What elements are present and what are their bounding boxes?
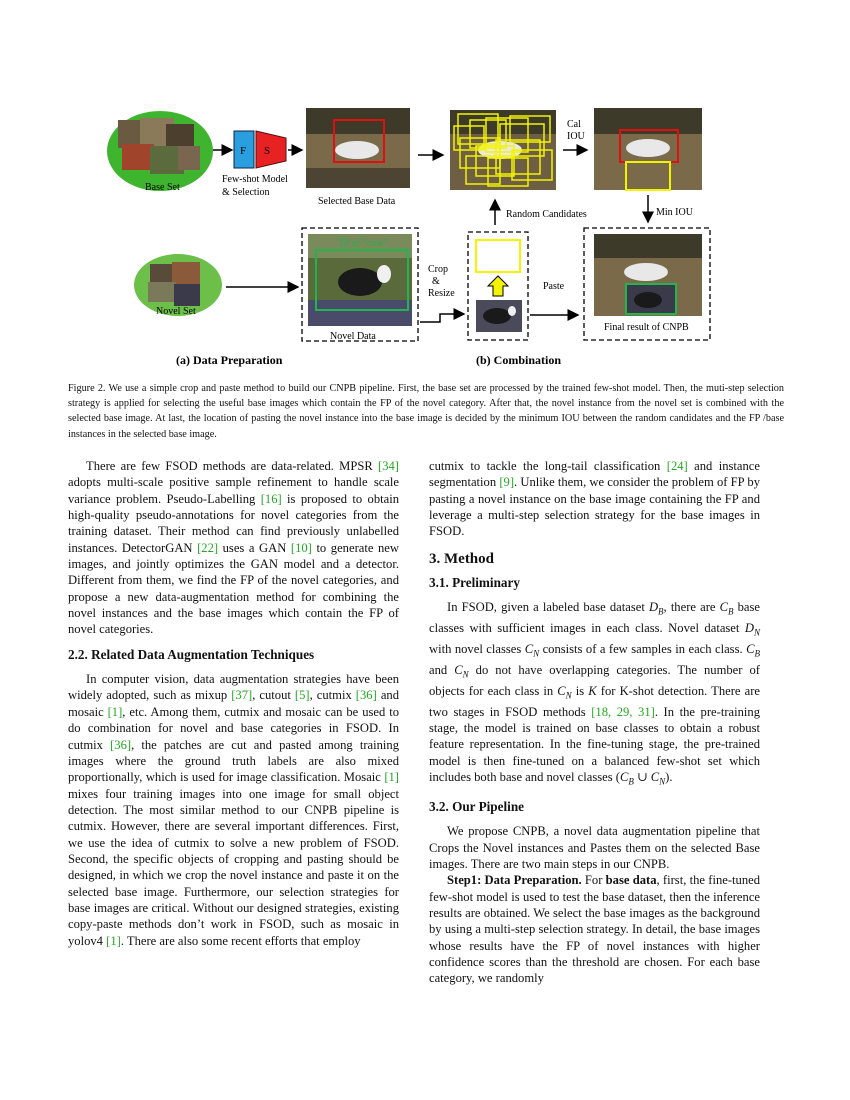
citation-link[interactable]: [9]: [499, 475, 515, 490]
citation-link[interactable]: [36]: [355, 688, 377, 703]
math-symbol: $C_N$: [650, 770, 666, 787]
crop-label-3: Resize: [428, 288, 455, 299]
fs-model-block: [234, 131, 286, 168]
yellow-candidate: [476, 240, 520, 272]
cal-iou-label-1: Cal: [567, 119, 581, 130]
citation-link[interactable]: [1]: [384, 770, 399, 785]
math-symbol: K: [588, 683, 597, 698]
few-shot-label-1: Few-shot Model: [222, 174, 288, 185]
base-set-label: Base Set: [145, 182, 180, 193]
citation-link[interactable]: [1]: [106, 933, 121, 948]
math-symbol: $C_B$: [719, 600, 734, 617]
citation-link[interactable]: [36]: [110, 737, 132, 752]
math-symbol: $D_N$: [744, 621, 760, 638]
math-symbol: $C_N$: [454, 662, 469, 680]
selected-base-image: [306, 108, 410, 188]
citation-link[interactable]: [24]: [666, 459, 688, 473]
text-span: , first, the fine-tuned few-shot model is used to test the base dataset, then the inference results are obtained. We select the base images as the background by using a multi-step selection strategy. In detail, the base images whose results have the FP of novel instances with higher confidence scores than the threshold are chosen. For each base category, we randomly: [429, 873, 761, 986]
tp-cow-label: TP of "cow": [338, 238, 388, 249]
section-heading: 3.2. Our Pipeline: [429, 798, 525, 814]
cropped-cow-image: [476, 300, 522, 332]
s-block-label: S: [264, 145, 271, 157]
paste-label: Paste: [543, 281, 565, 292]
figure-caption: Figure 2. We use a simple crop and paste method to build our CNPB pipeline. First, the base set are processed by the trained few-shot model. Then, the muti-step selection strategy is applied for selecting the useful base images which contain the FP of the novel category. After that, the novel instance from the novel set is combined with the selected base image. At last, the location of pasting the novel instance into the base image is decided by the minimum IOU between the random candidates and the FP /base instances in the selected base image.: [68, 383, 784, 440]
up-arrow-icon: [488, 276, 508, 296]
left-column: [68, 458, 399, 949]
crop-label-1: Crop: [428, 264, 448, 275]
final-result-label: Final result of CNPB: [604, 322, 689, 333]
paragraph: In computer vision, data augmentation strategies have been widely adopted, such as mixup [37], cutout [5], cutmix [36] and mosaic [1], etc. Among them, cutmix and mosaic can be used to do combination for novel and base categories in FSOD. In cutmix [36], the patches are cut and pasted among training images where the ground truth labels are also mixed proportionally, which is used for image classification. Mosaic [1] mixes four training images into one image for small object detection. The most similar method to our CNPB pipeline is cutmix. However, there are several important differences. First, we use the idea of cutmix to solve a new problem of FSOD. Second, the specific objects of cropping and pasting should be designed, in which we crop the novel instance and paste it on the selected base image. Furthermore, our selection strategies for base images are critical. Without our designed strategies, existing copy-paste methods don’t work in FSOD, such as mosaic in yolov4 [1]. There are also some recent efforts that employ: [68, 672, 400, 948]
final-result-image: [594, 234, 702, 316]
paragraph: There are few FSOD methods are data-related. MPSR [34] adopts multi-scale positive sample refinement to handle scale variance problem. Pseudo-Labelling [16] is proposed to obtain high-quality pseudo-annotations for novel categories from the training dataset. Their method can find previously unlabelled instances. DetectorGAN [22] uses a GAN [10] to generate new images, and jointly optimizes the GAN model and a detector. Different from them, we find the FP of the novel categories, and propose a new data-augmentation method for combining the novel instances and the base images which contain the FP of novel categories.: [68, 459, 399, 637]
paragraph: cutmix to tackle the long-tail classification [24] and instance segmentation [9]. Unlike them, we consider the problem of FP by pasting a novel instance on the base image containing the FP and leverage a multi-step selection strategy for the base images in FSOD.: [429, 459, 760, 539]
random-candidates-image: [450, 110, 556, 190]
paragraph: In FSOD, given a labeled base dataset $D_B$, there are $C_B$ base classes with sufficient images in each class. Novel dataset $D_N$ with novel classes $C_N$ consists of a few samples in each class. $C_B$ and $C_N$ do not have overlapping categories. The number of objects for each class in $C_N$ is K for K-shot detection. There are two stages in FSOD methods [18, 29, 31]. In the pre-training stage, the model is trained on base classes to obtain a robust feature representation. In the fine-tuning stage, the pre-trained model is then fine-tuned on a balanced few-shot set which includes both base and novel classes ($C_B$ ∪ $C_N$).: [429, 600, 760, 787]
citation-link[interactable]: [16]: [260, 491, 282, 506]
math-symbol: $D_B$: [648, 600, 664, 617]
section-heading: 2.2. Related Data Augmentation Techniques: [68, 646, 315, 662]
random-candidates-label: Random Candidates: [506, 209, 587, 220]
paragraph: [429, 872, 760, 986]
crop-label-2: &: [432, 276, 440, 287]
paragraph: We propose CNPB, a novel data augmentation pipeline that Crops the Novel instances and Pastes them on the selected Base images. There are two main steps in our CNPB.: [429, 824, 760, 871]
math-symbol: $C_N$: [524, 642, 540, 659]
citation-link[interactable]: [10]: [290, 540, 312, 555]
text-span: For: [581, 873, 606, 888]
math-symbol: $C_N$: [557, 683, 572, 701]
citation-link[interactable]: [22]: [197, 540, 219, 555]
math-symbol: $C_B$: [619, 770, 634, 787]
math-symbol: $C_B$: [746, 642, 760, 659]
subfig-b-label: (b) Combination: [476, 353, 562, 367]
citation-link[interactable]: [18, 29, 31]: [591, 704, 655, 719]
step1-title: Step1: Data Preparation.: [447, 873, 582, 888]
novel-data-label: Novel Data: [330, 331, 376, 342]
citation-link[interactable]: [1]: [107, 704, 123, 719]
novel-set-label: Novel Set: [156, 306, 196, 317]
cal-iou-label-2: IOU: [567, 131, 585, 142]
selected-base-label: Selected Base Data: [318, 196, 396, 207]
few-shot-label-2: & Selection: [222, 187, 270, 198]
base-set-ellipse: [107, 111, 213, 191]
section-heading: 3.1. Preliminary: [429, 575, 520, 591]
subfig-a-label: (a) Data Preparation: [176, 353, 283, 367]
citation-link[interactable]: [34]: [378, 459, 399, 473]
citation-link[interactable]: [5]: [294, 688, 310, 703]
f-block-label: F: [240, 145, 247, 157]
section-heading: 3. Method: [429, 550, 494, 567]
min-iou-label: Min IOU: [656, 207, 693, 218]
cal-iou-image: [594, 108, 702, 190]
right-column: [429, 458, 760, 987]
figure-2: [0, 0, 850, 380]
citation-link[interactable]: [37]: [231, 688, 253, 703]
base-data-term: base data: [605, 873, 657, 888]
